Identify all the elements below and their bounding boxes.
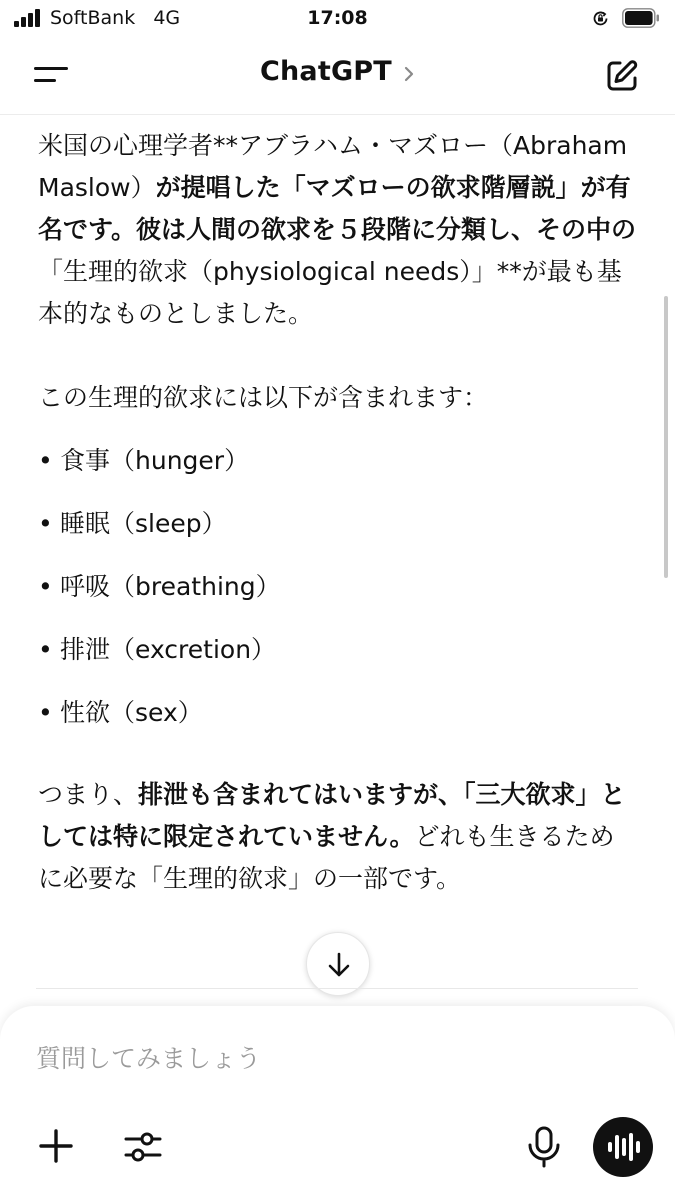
list-item [38, 692, 638, 734]
compose-icon[interactable] [604, 58, 640, 94]
list-item-text: 食事（hunger） [60, 446, 250, 475]
list-intro: この生理的欲求には以下が含まれます： [38, 383, 489, 412]
rotation-lock-icon [592, 10, 609, 27]
plus-icon[interactable] [38, 1128, 74, 1164]
bullet-mark: • [38, 635, 53, 664]
intro-text-2-bold: が提唱した「マズローの欲求階層説」が有名です。彼は人間の欲求を５段階に分類し、その中の [38, 173, 637, 244]
scrollbar[interactable] [664, 296, 668, 578]
app-header [0, 38, 675, 115]
divider [36, 988, 638, 989]
voice-mode-button[interactable] [593, 1117, 653, 1177]
assistant-message [38, 125, 638, 900]
list-item-text: 呼吸（breathing） [60, 572, 281, 601]
prompt-input[interactable] [36, 1036, 596, 1080]
status-time: 17:08 [307, 7, 368, 29]
arrow-down-icon [326, 951, 352, 979]
bullet-mark: • [38, 446, 53, 475]
chevron-right-icon [403, 65, 415, 83]
conclusion-paragraph [38, 774, 638, 900]
list-item [38, 503, 638, 545]
needs-list [38, 440, 638, 734]
list-item-text: 睡眠（sleep） [60, 509, 227, 538]
list-item [38, 440, 638, 482]
intro-text-3: 「生理的欲求（physiological needs）」**が最も基本的なものとしました。 [38, 257, 622, 328]
composer [0, 1006, 675, 1200]
bullet-mark: • [38, 698, 53, 727]
carrier-name: SoftBank [50, 7, 136, 29]
intro-paragraph [38, 125, 638, 335]
conclusion-text-2-bold: 排泄も含まれてはいますが、「三大欲求」としては特に限定されていません。 [38, 780, 626, 851]
network-type: 4G [153, 7, 181, 29]
intro-text-1: 米国の心理学者**アブラハム・マズロー（Abraham Maslow） [38, 131, 628, 202]
sliders-icon[interactable] [124, 1128, 162, 1166]
microphone-icon[interactable] [527, 1126, 561, 1168]
list-item [38, 629, 638, 671]
model-selector[interactable] [0, 56, 675, 87]
list-item-text: 性欲（sex） [60, 698, 203, 727]
list-item-text: 排泄（excretion） [60, 635, 277, 664]
list-item [38, 566, 638, 608]
page-title: ChatGPT [259, 56, 392, 87]
scroll-to-bottom-button[interactable] [306, 932, 370, 996]
status-bar [0, 0, 675, 38]
conclusion-text-1: つまり、 [38, 780, 139, 809]
conclusion-text-3: どれも生きるために必要な「生理的欲求」の一部です。 [38, 822, 615, 893]
battery-icon [622, 8, 660, 28]
bullet-mark: • [38, 572, 53, 601]
bullet-mark: • [38, 509, 53, 538]
